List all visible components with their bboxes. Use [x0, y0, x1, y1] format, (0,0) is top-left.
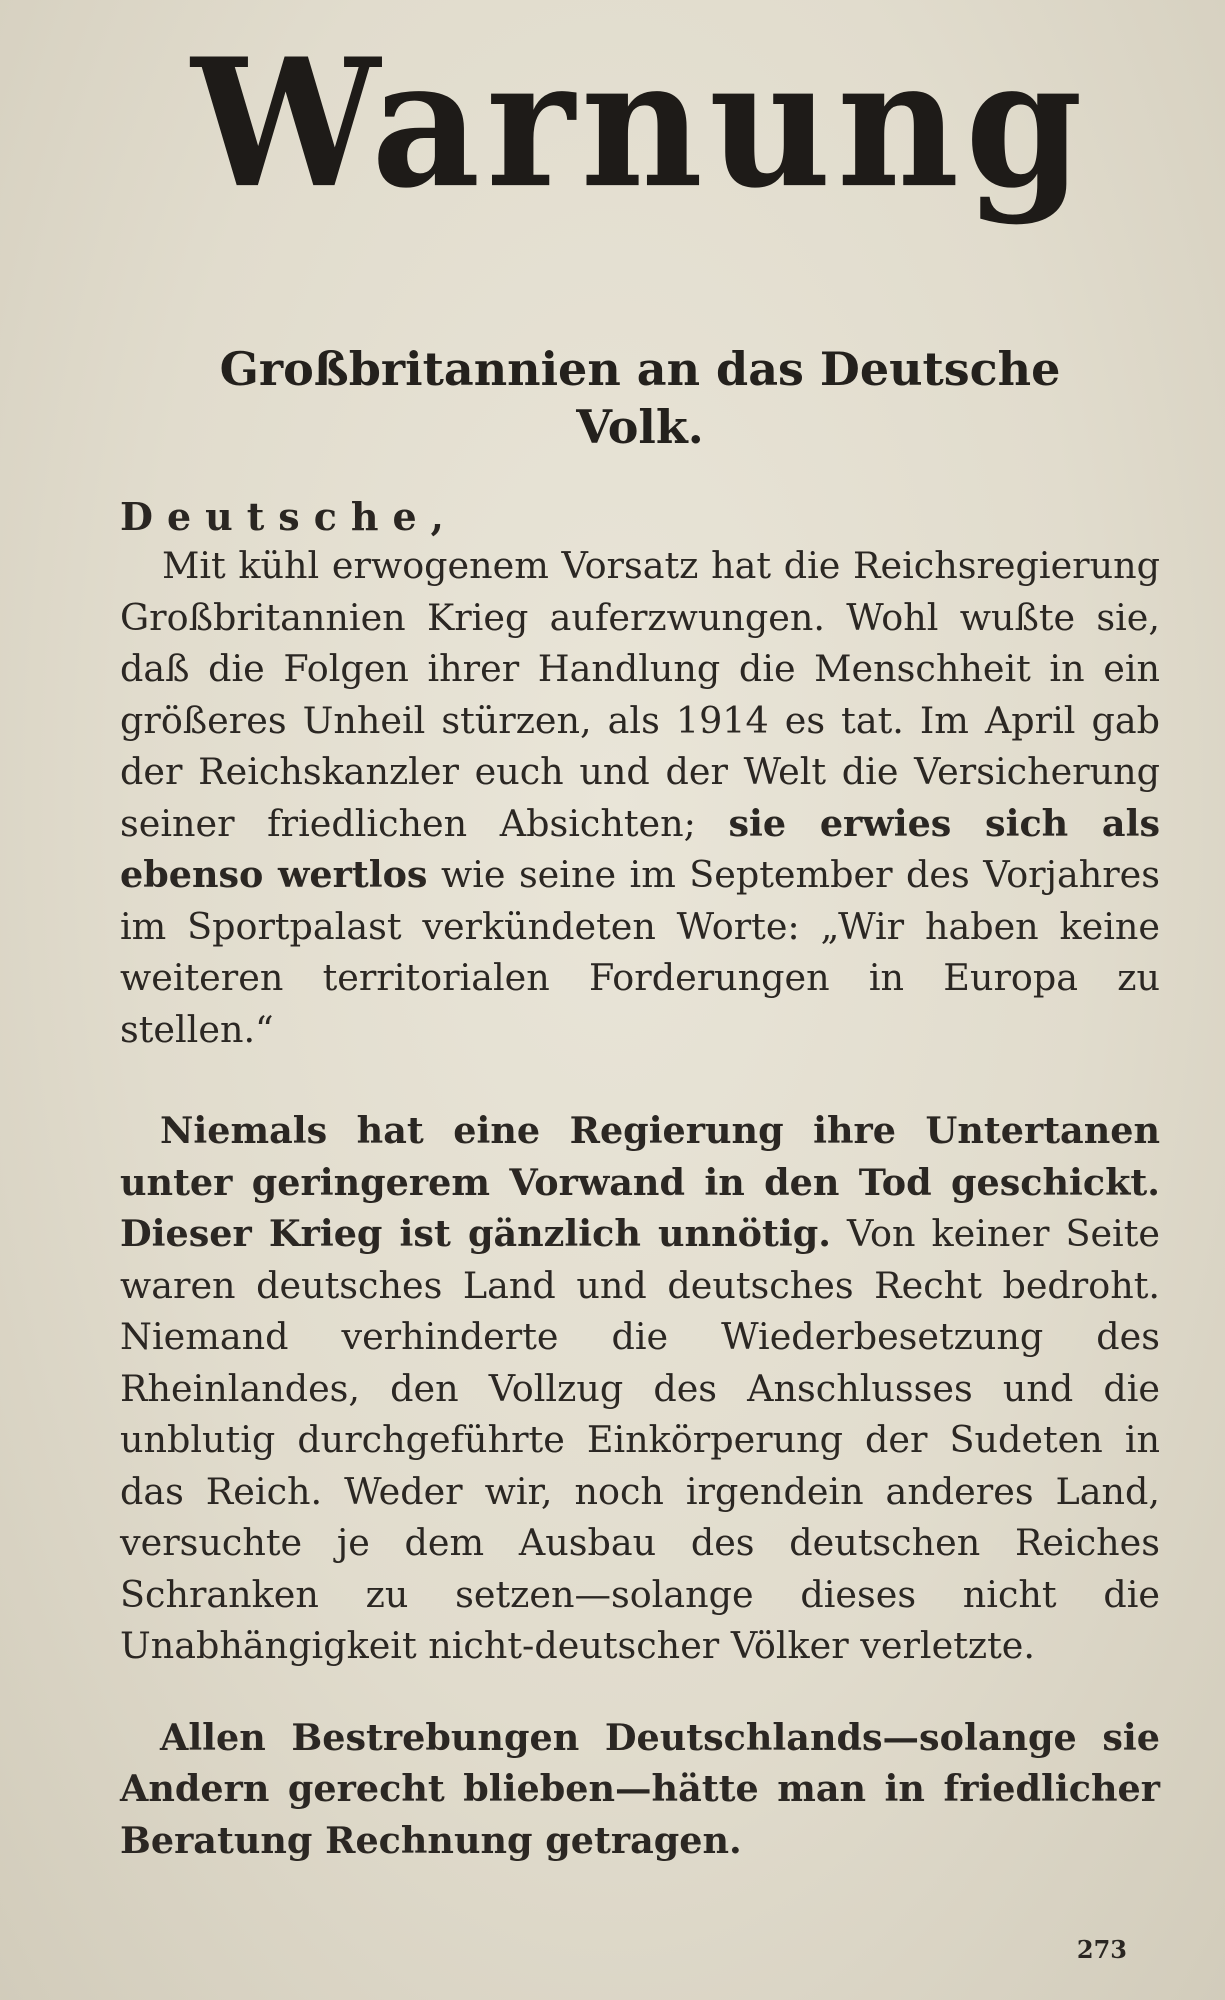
paragraph-2-text: Von keiner Seite waren deutsches Land und deutsches Recht bedroht. Niemand verhinderte die Wiederbesetzung des Rheinlandes, den Vollzug des Anschlusses und die unblutig durchgeführte Einkörperung der Sudeten in das Reich. Weder wir, noch irgendein anderes Land, versuchte je dem Ausbau des deutschen Reiches Schranken zu setzen—solange dieses nicht die Unabhängigkeit nicht-deutscher Völker verletzte. — [120, 1212, 1160, 1667]
paragraph-1-text-b: wie seine im September des Vorjahres im Sportpalast verkündeten Worte: „Wir haben keine weiteren territorialen Forderungen in Europa zu stellen.“ — [120, 853, 1160, 1051]
page-number: 273 — [1076, 1935, 1127, 1964]
paragraph-3: Allen Bestrebungen Deutschlands—solange sie Andern gerecht blieben—hätte man in friedlicher Beratung Rechnung getragen. — [120, 1715, 1160, 1862]
paragraph-2 — [120, 1105, 1160, 1672]
page-title: Warnung — [191, 19, 1089, 228]
greeting: Deutsche, — [120, 494, 458, 539]
paragraph-1-bold: sie erwies sich als ebenso wertlos — [120, 801, 1160, 896]
paragraph-1-text-a: Mit kühl erwogenem Vorsatz hat die Reichsregierung Großbritannien Krieg auferzwungen. Wohl wußte sie, daß die Folgen ihrer Handlung die Menschheit in ein größeres Unheil stürzen, als 1914 es tat. Im April gab der Reichskanzler euch und der Welt die Versicherung seiner friedlichen Absichten; — [120, 544, 1160, 845]
page-subtitle: Großbritannien an das Deutsche Volk. — [219, 342, 1061, 454]
paragraph-2-bold: Niemals hat eine Regierung ihre Untertanen unter geringerem Vorwand in den Tod geschickt. Dieser Krieg ist gänzlich unnötig. — [120, 1109, 1160, 1255]
paragraph-1 — [120, 540, 1160, 1055]
leaflet-content — [120, 19, 1160, 1866]
